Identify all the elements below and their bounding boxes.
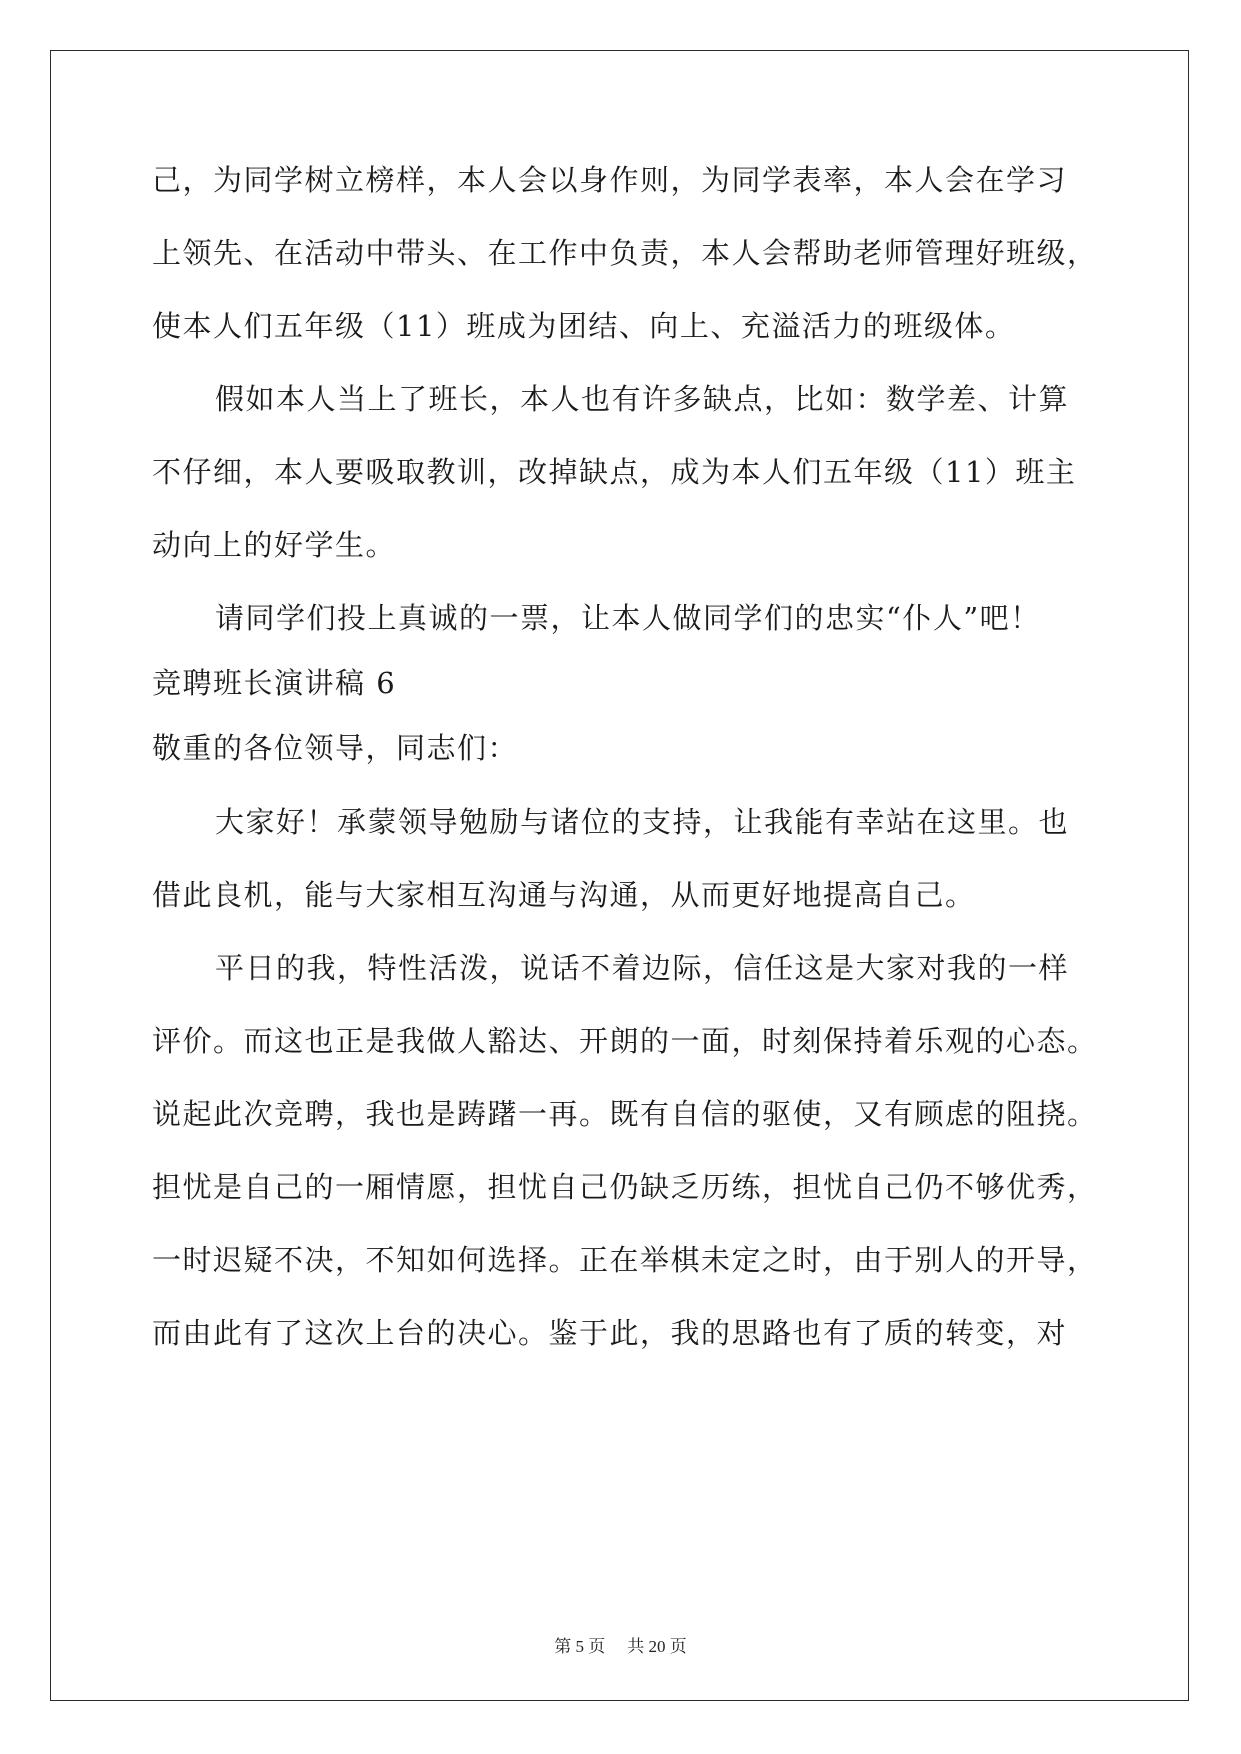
text-line: 而由此有了这次上台的决心。鉴于此，我的思路也有了质的转变，对 <box>152 1316 1068 1350</box>
paragraph-start: 大家好！承蒙领导勉励与诸位的支持，让我能有幸站在这里。也 <box>215 805 1070 839</box>
page-footer <box>0 1632 1241 1657</box>
text-line: 一时迟疑不决，不知如何选择。正在举棋未定之时，由于别人的开导， <box>152 1243 1098 1277</box>
text-line: 使本人们五年级（11）班成为团结、向上、充溢活力的班级体。 <box>152 309 1016 343</box>
text-line: 担忧是自己的一厢情愿，担忧自己仍缺乏历练，担忧自己仍不够优秀， <box>152 1170 1098 1204</box>
paragraph-start: 假如本人当上了班长，本人也有许多缺点，比如：数学差、计算 <box>215 382 1070 416</box>
paragraph-start: 请同学们投上真诚的一票，让本人做同学们的忠实“仆人”吧！ <box>215 601 1041 635</box>
text-line: 己，为同学树立榜样，本人会以身作则，为同学表率，本人会在学习 <box>152 163 1068 197</box>
page-number: 第 5 页 <box>554 1637 606 1656</box>
text-line: 上领先、在活动中带头、在工作中负责，本人会帮助老师管理好班级， <box>152 236 1098 270</box>
salutation: 敬重的各位领导，同志们： <box>152 731 519 765</box>
text-line: 评价。而这也正是我做人豁达、开朗的一面，时刻保持着乐观的心态。 <box>152 1024 1098 1058</box>
text-line: 不仔细，本人要吸取教训，改掉缺点，成为本人们五年级（11）班主 <box>152 455 1077 489</box>
paragraph-start: 平日的我，特性活泼，说话不着边际，信任这是大家对我的一样 <box>215 951 1070 985</box>
section-heading: 竞聘班长演讲稿 6 <box>152 666 397 700</box>
text-line: 说起此次竞聘，我也是踌躇一再。既有自信的驱使，又有顾虑的阻挠。 <box>152 1097 1098 1131</box>
text-line: 动向上的好学生。 <box>152 528 397 562</box>
page-total: 共 20 页 <box>627 1637 687 1656</box>
text-line: 借此良机，能与大家相互沟通与沟通，从而更好地提高自己。 <box>152 878 976 912</box>
